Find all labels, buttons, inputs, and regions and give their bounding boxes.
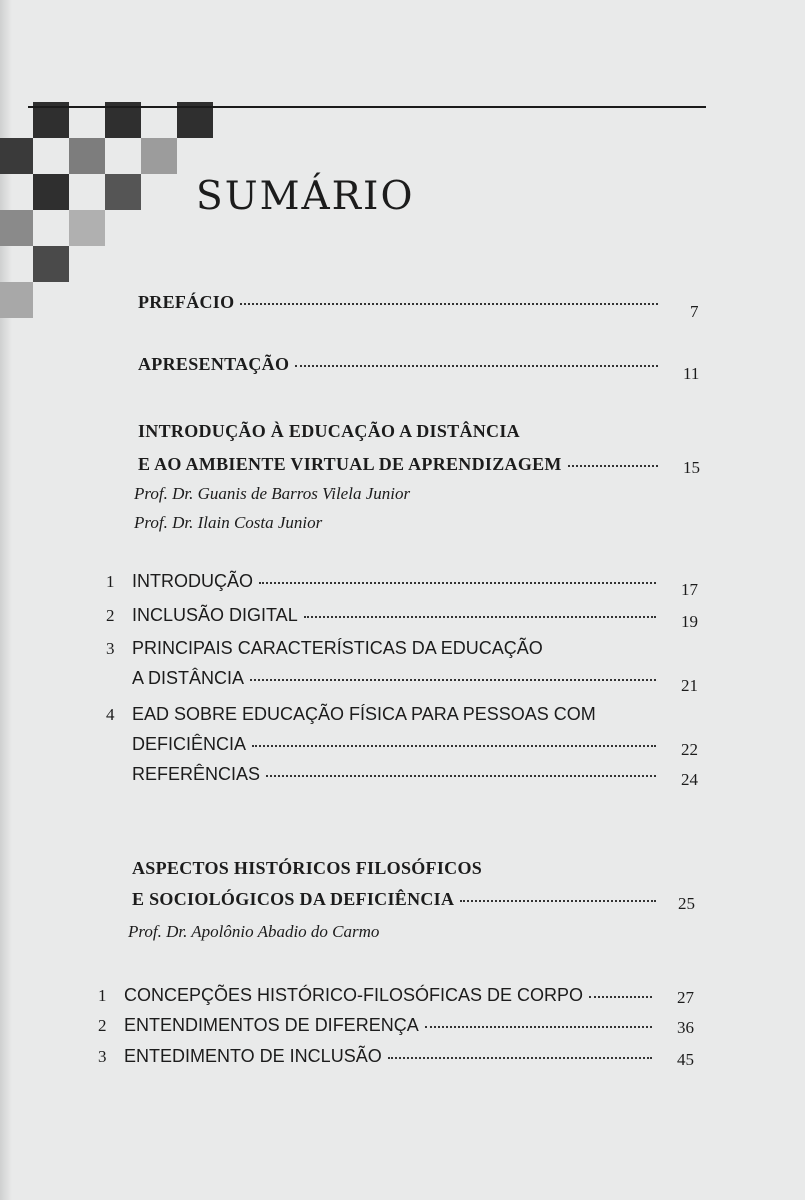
leader-dots — [460, 900, 656, 902]
leader-dots — [388, 1057, 652, 1059]
item-number: 1 — [106, 572, 115, 591]
leader-dots — [252, 745, 656, 747]
toc-label: INTRODUÇÃO — [132, 571, 253, 591]
toc-entry-diferenca[interactable] — [124, 1015, 658, 1036]
toc-page: 22 — [681, 740, 698, 759]
leader-dots — [266, 775, 656, 777]
item-number: 2 — [106, 606, 115, 625]
toc-label: APRESENTAÇÃO — [138, 354, 290, 374]
toc-page: 19 — [681, 612, 698, 631]
header-rule — [28, 106, 706, 108]
item-number: 1 — [98, 986, 107, 1005]
toc-label-line1: PRINCIPAIS CARACTERÍSTICAS DA EDUCAÇÃO — [132, 638, 543, 658]
toc-page: 21 — [681, 676, 698, 695]
toc-label: INCLUSÃO DIGITAL — [132, 605, 298, 625]
toc-label-line1: EAD SOBRE EDUCAÇÃO FÍSICA PARA PESSOAS COM — [132, 704, 596, 724]
leader-dots — [589, 996, 652, 998]
leader-dots — [295, 365, 658, 367]
toc-page: 36 — [677, 1018, 694, 1037]
toc-label: A DISTÂNCIA — [132, 668, 245, 688]
chapter1-author2: Prof. Dr. Ilain Costa Junior — [134, 513, 323, 532]
item-number: 2 — [98, 1016, 107, 1035]
toc-entry-chapter1[interactable] — [138, 454, 664, 475]
toc-page: 11 — [683, 364, 700, 383]
leader-dots — [304, 616, 656, 618]
toc-entry-inclusao-digital[interactable] — [132, 605, 662, 626]
toc-entry-chapter2[interactable] — [132, 889, 662, 910]
leader-dots — [425, 1026, 652, 1028]
toc-page: 25 — [678, 894, 695, 913]
toc-entry-caracteristicas[interactable] — [132, 668, 662, 689]
toc-entry-introducao[interactable] — [132, 571, 662, 592]
leader-dots — [259, 582, 656, 584]
page-title: SUMÁRIO — [196, 174, 415, 219]
leader-dots — [250, 679, 656, 681]
toc-page: 27 — [677, 988, 694, 1007]
chapter2-author1: Prof. Dr. Apolônio Abadio do Carmo — [128, 922, 380, 941]
chapter2-title-line1: ASPECTOS HISTÓRICOS FILOSÓFICOS — [132, 858, 483, 878]
chapter1-title-line2: E AO AMBIENTE VIRTUAL DE APRENDIZAGEM — [138, 454, 562, 474]
toc-label: REFERÊNCIAS — [132, 764, 261, 784]
toc-label: DEFICIÊNCIA — [132, 734, 247, 754]
chapter2-title-line2: E SOCIOLÓGICOS DA DEFICIÊNCIA — [132, 889, 455, 909]
chapter1-title-line1: INTRODUÇÃO À EDUCAÇÃO A DISTÂNCIA — [138, 421, 520, 441]
toc-label: CONCEPÇÕES HISTÓRICO-FILOSÓFICAS DE CORPO — [124, 985, 584, 1005]
item-number: 3 — [106, 639, 115, 658]
item-number: 4 — [106, 705, 115, 724]
toc-entry-inclusao[interactable] — [124, 1046, 658, 1067]
page-edge-shadow — [0, 0, 12, 1200]
chapter1-author1: Prof. Dr. Guanis de Barros Vilela Junior — [134, 484, 411, 503]
toc-entry-concepcoes[interactable] — [124, 985, 658, 1006]
toc-entry-prefacio[interactable] — [138, 292, 664, 313]
toc-page: 7 — [690, 302, 699, 321]
leader-dots — [240, 303, 658, 305]
toc-entry-ead[interactable] — [132, 734, 662, 755]
toc-page: 15 — [683, 458, 700, 477]
toc-page: 45 — [677, 1050, 694, 1069]
toc-label: PREFÁCIO — [138, 292, 235, 312]
toc-entry-apresentacao[interactable] — [138, 354, 664, 375]
toc-label: ENTENDIMENTOS DE DIFERENÇA — [124, 1015, 419, 1035]
item-number: 3 — [98, 1047, 107, 1066]
leader-dots — [568, 465, 658, 467]
toc-label: ENTEDIMENTO DE INCLUSÃO — [124, 1046, 382, 1066]
toc-entry-referencias[interactable] — [132, 764, 662, 785]
toc-page: 17 — [681, 580, 698, 599]
toc-page: 24 — [681, 770, 698, 789]
